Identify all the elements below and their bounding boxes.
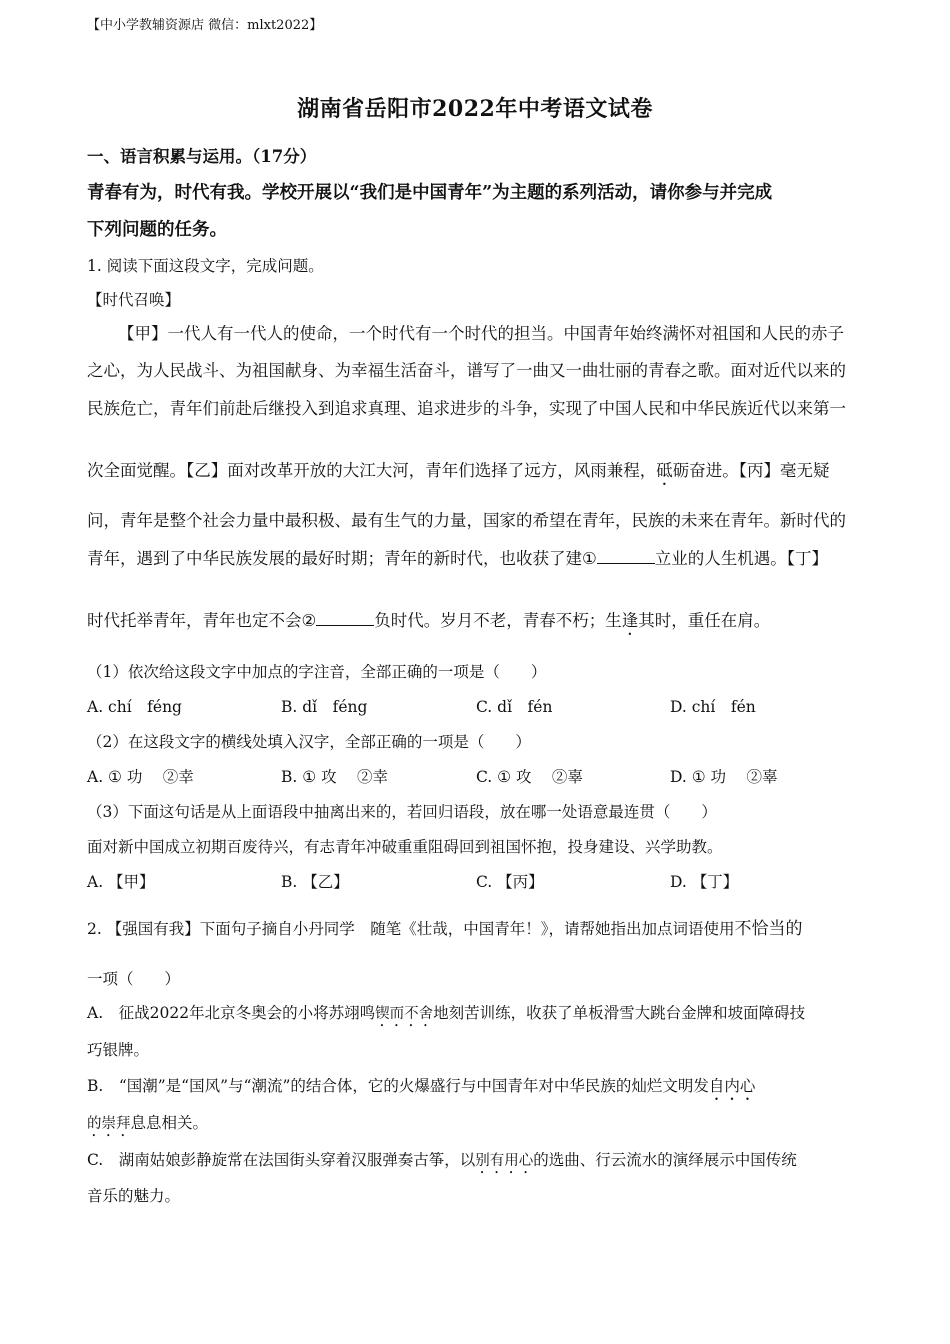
sub-question-2-stem: （2）在这段文字的横线处填入汉字，全部正确的一项是（ ） xyxy=(87,733,531,751)
sub3-option-d[interactable]: D. 【丁】 xyxy=(670,873,739,891)
q2-option-b-dotted-term-1: 自内心 xyxy=(708,1077,756,1095)
dotted-char-feng: 逢 xyxy=(621,611,639,630)
question-2-stem-line1 xyxy=(87,919,802,939)
passage-line-7-text-a: 时代托举青年，青年也定不会② xyxy=(87,611,317,630)
fill-blank-1[interactable] xyxy=(597,548,655,564)
passage-line-4-text-b: 砺奋进。【丙】毫无疑 xyxy=(672,461,830,480)
section-intro-line1: 青春有为，时代有我。学校开展以“我们是中国青年”为主题的系列活动，请你参与并完成 xyxy=(87,183,773,203)
passage-line-6-text-a: 青年，遇到了中华民族发展的最好时期；青年的新时代，也收获了建① xyxy=(87,549,597,568)
page-title: 湖南省岳阳市2022年中考语文试卷 xyxy=(297,96,653,122)
sub-question-3-stem: （3）下面这句话是从上面语段中抽离出来的，若回归语段，放在哪一处语意最连贯（ ） xyxy=(87,803,717,821)
passage-line-6-text-b: 立业的人生机遇。【丁】 xyxy=(654,549,829,568)
q2-option-a-text-a: A. 征战2022年北京冬奥会的小将苏翊鸣 xyxy=(87,1004,376,1022)
q2-option-c-line2: 音乐的魅力。 xyxy=(87,1187,181,1205)
sub2-option-a[interactable]: A. ① 功 ②幸 xyxy=(87,768,194,786)
q2-option-a-text-b: 地刻苦训练，收获了单板滑雪大跳台金牌和坡面障碍技 xyxy=(433,1004,806,1022)
q2-option-b-text-b: 息息相关。 xyxy=(130,1114,209,1132)
question-2-stem-emphasis: 不恰当的 xyxy=(734,919,803,939)
dotted-char-di: 砥 xyxy=(656,461,673,480)
q2-option-a-dotted-term: 锲而不舍 xyxy=(375,1006,434,1022)
header-note: 【中小学教辅资源店 微信：mlxt2022】 xyxy=(87,18,323,33)
question-1-subheading: 【时代召唤】 xyxy=(87,291,181,309)
sub3-option-a[interactable]: A. 【甲】 xyxy=(87,873,155,891)
section-heading: 一、语言积累与运用。（17分） xyxy=(87,147,317,166)
q2-option-a-line1[interactable] xyxy=(87,1003,805,1030)
sub2-option-c[interactable]: C. ① 攻 ②辜 xyxy=(476,768,583,786)
q2-option-c-text-a: C. 湖南姑娘彭静旋常在法国街头穿着汉服弹奏古筝，以 xyxy=(87,1151,476,1169)
q2-option-a-line2: 巧银牌。 xyxy=(87,1041,150,1059)
sub-question-1-stem: （1）依次给这段文字中加点的字注音，全部正确的一项是（ ） xyxy=(87,663,547,681)
q2-option-b-dotted-term-2: 的崇拜 xyxy=(87,1116,131,1132)
passage-line-5: 问，青年是整个社会力量中最积极、最有生气的力量，国家的希望在青年，民族的未来在青年。新时代的 xyxy=(87,511,846,530)
section-intro-line2: 下列问题的任务。 xyxy=(87,220,227,240)
question-2-stem-text: 2. 【强国有我】下面句子摘自小丹同学 随笔《壮哉，中国青年！》，请帮她指出加点词语使用 xyxy=(87,920,735,938)
q2-option-c-line1[interactable] xyxy=(87,1150,797,1177)
q2-option-b-line2 xyxy=(87,1113,208,1140)
passage-line-3: 民族危亡，青年们前赴后继投入到追求真理、追求进步的斗争，实现了中国人民和中华民族近代以来第一 xyxy=(87,399,846,418)
passage-line-6 xyxy=(87,548,828,569)
passage-line-2: 之心，为人民战斗、为祖国献身、为幸福生活奋斗，谱写了一曲又一曲壮丽的青春之歌。面对近代以来的 xyxy=(87,361,846,380)
passage-line-4 xyxy=(87,461,830,489)
sub1-option-b[interactable]: B. dǐ féng xyxy=(281,698,368,716)
sub3-option-c[interactable]: C. 【丙】 xyxy=(476,873,544,891)
sub1-option-c[interactable]: C. dǐ fén xyxy=(476,698,553,716)
sub2-option-d[interactable]: D. ① 功 ②辜 xyxy=(670,768,778,786)
sub1-option-d[interactable]: D. chí fén xyxy=(670,698,756,716)
sub1-option-a[interactable]: A. chí féng xyxy=(87,698,182,716)
sub-question-3-sentence: 面对新中国成立初期百废待兴，有志青年冲破重重阻碍回到祖国怀抱，投身建设、兴学助教。 xyxy=(87,838,723,856)
passage-line-7-text-b: 负时代。岁月不老，青春不朽；生 xyxy=(374,611,622,630)
q2-option-c-text-b: 的选曲、行云流水的演绎展示中国传统 xyxy=(533,1151,797,1169)
fill-blank-2[interactable] xyxy=(316,610,374,626)
question-2-stem-line2: 一项（ ） xyxy=(87,970,181,988)
sub3-option-b[interactable]: B. 【乙】 xyxy=(281,873,349,891)
passage-line-7-text-c: 其时，重任在肩。 xyxy=(638,611,771,630)
question-1-stem: 1. 阅读下面这段文字，完成问题。 xyxy=(87,257,324,275)
passage-line-4-text-a: 次全面觉醒。【乙】面对改革开放的大江大河，青年们选择了远方，风雨兼程， xyxy=(87,461,657,480)
passage-line-1: 【甲】一代人有一代人的使命，一个时代有一个时代的担当。中国青年始终满怀对祖国和人民的赤子 xyxy=(118,324,844,343)
sub2-option-b[interactable]: B. ① 攻 ②幸 xyxy=(281,768,388,786)
q2-option-b-line1[interactable] xyxy=(87,1076,755,1104)
passage-line-7 xyxy=(87,610,770,639)
q2-option-b-text-a: B. “国潮”是“国风”与“潮流”的结合体，它的火爆盛行与中国青年对中华民族的灿烂文明发 xyxy=(87,1077,709,1095)
q2-option-c-dotted-term: 别有用心 xyxy=(475,1153,534,1169)
